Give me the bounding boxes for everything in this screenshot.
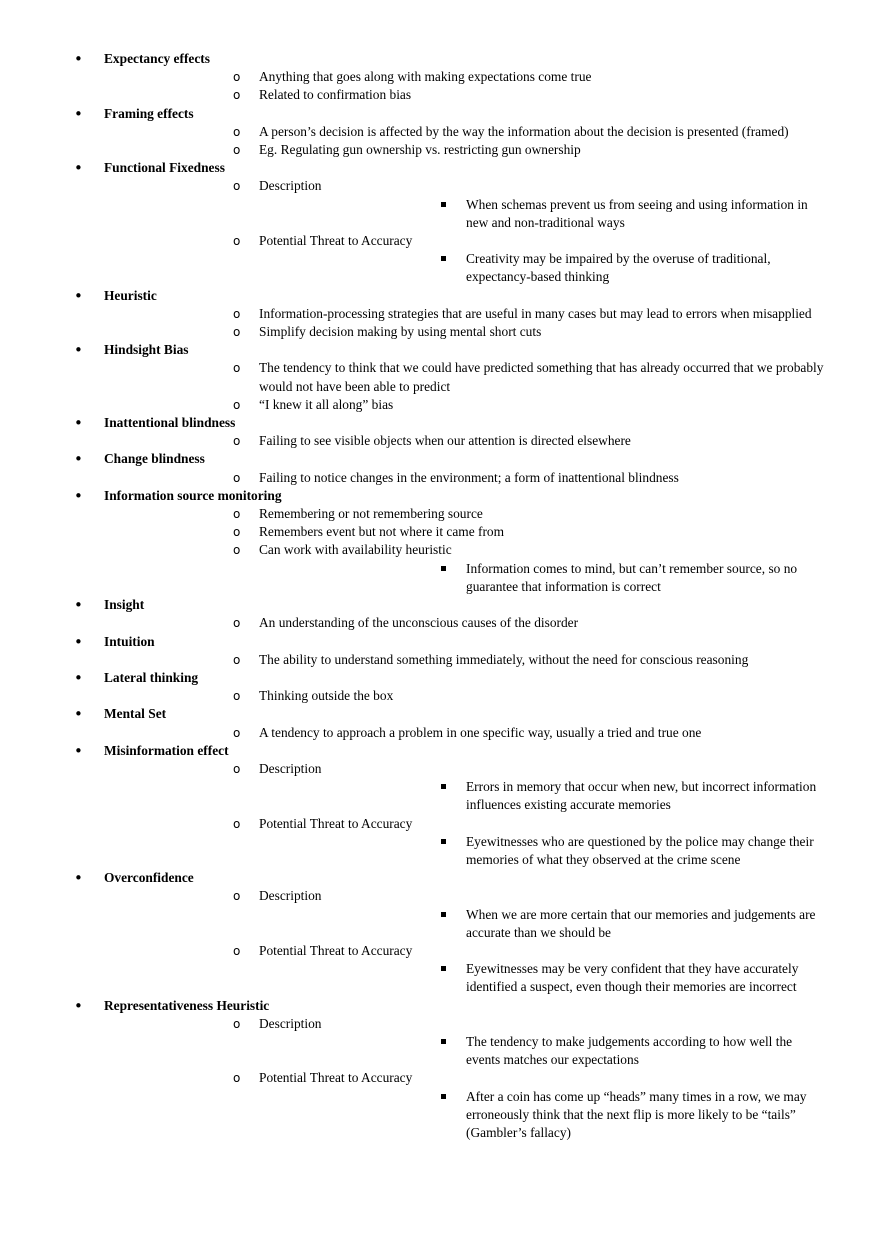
circle-bullet-marker: o [233, 689, 241, 704]
bullet-marker: • [74, 450, 83, 469]
square-bullet-marker [441, 566, 446, 571]
entry-sublist [104, 887, 880, 996]
item-text: A person’s decision is affected by the way the information about the decision is presented (framed) [259, 123, 789, 139]
circle-bullet-marker: o [233, 306, 241, 321]
glossary-entry [0, 997, 880, 1143]
glossary-entry [0, 669, 880, 705]
sub-item-text: Eyewitnesses who are questioned by the police may change their memories of what they observed at the crime scene [466, 833, 814, 867]
circle-bullet-marker: o [233, 652, 241, 667]
circle-bullet-marker: o [233, 124, 241, 139]
entry-sublist [104, 651, 880, 669]
entry-item [104, 432, 880, 450]
sub-item [259, 196, 880, 232]
entry-sublist [104, 123, 880, 159]
entry-sublist [104, 1015, 880, 1142]
sub-item [259, 906, 880, 942]
glossary-entry [0, 487, 880, 596]
entry-term: Framing effects [104, 105, 194, 121]
glossary-entry [0, 414, 880, 450]
item-sublist [259, 1033, 880, 1069]
item-text: Potential Threat to Accuracy [259, 233, 413, 249]
item-text: Potential Threat to Accuracy [259, 942, 413, 958]
bullet-marker: • [74, 596, 83, 615]
entry-sublist [104, 68, 880, 104]
entry-item [104, 305, 880, 323]
item-sublist [259, 1088, 880, 1143]
item-text: Anything that goes along with making expectations come true [259, 69, 592, 85]
glossary-entry [0, 341, 880, 414]
sub-item [259, 833, 880, 869]
circle-bullet-marker: o [233, 616, 241, 631]
item-sublist [259, 960, 880, 996]
sub-item-text: Information comes to mind, but can’t remember source, so no guarantee that information is correct [466, 560, 798, 594]
item-text: Description [259, 760, 322, 776]
circle-bullet-marker: o [233, 543, 241, 558]
glossary-entry [0, 869, 880, 996]
square-bullet-marker [441, 839, 446, 844]
entry-term: Inattentional blindness [104, 415, 236, 431]
bullet-marker: • [74, 104, 83, 123]
entry-item [104, 887, 880, 942]
entry-term: Misinformation effect [104, 742, 229, 758]
entry-term: Expectancy effects [104, 51, 210, 66]
entry-item [104, 68, 880, 86]
item-text: Information-processing strategies that are useful in many cases but may lead to errors when misapplied [259, 305, 812, 321]
glossary-entry [0, 159, 880, 286]
entry-item [104, 177, 880, 232]
circle-bullet-marker: o [233, 889, 241, 904]
circle-bullet-marker: o [233, 361, 241, 376]
item-text: Description [259, 888, 322, 904]
square-bullet-marker [441, 202, 446, 207]
entry-sublist [104, 614, 880, 632]
bullet-marker: • [74, 341, 83, 360]
entry-term: Change blindness [104, 451, 205, 467]
entry-item [104, 86, 880, 104]
entry-item [104, 523, 880, 541]
entry-item [104, 942, 880, 997]
circle-bullet-marker: o [233, 725, 241, 740]
glossary-entry [0, 287, 880, 342]
bullet-marker: • [74, 632, 83, 651]
entry-term: Hindsight Bias [104, 342, 189, 358]
item-text: Related to confirmation bias [259, 87, 412, 103]
entry-term: Mental Set [104, 706, 167, 722]
bullet-marker: • [74, 486, 83, 505]
entry-sublist [104, 469, 880, 487]
glossary-entry [0, 105, 880, 160]
circle-bullet-marker: o [233, 470, 241, 485]
entry-sublist [104, 177, 880, 286]
circle-bullet-marker: o [233, 1016, 241, 1031]
item-text: Thinking outside the box [259, 688, 394, 704]
entry-term: Insight [104, 597, 145, 613]
square-bullet-marker [441, 1039, 446, 1044]
item-text: The ability to understand something immediately, without the need for conscious reasoning [259, 651, 749, 667]
circle-bullet-marker: o [233, 70, 241, 85]
entry-sublist [104, 760, 880, 869]
entry-item [104, 1069, 880, 1142]
glossary-entry [0, 596, 880, 632]
bullet-marker: • [74, 869, 83, 888]
bullet-marker: • [74, 286, 83, 305]
item-text: Failing to see visible objects when our attention is directed elsewhere [259, 433, 631, 449]
item-text: A tendency to approach a problem in one specific way, usually a tried and true one [259, 724, 702, 740]
item-sublist [259, 560, 880, 596]
entry-term: Intuition [104, 633, 155, 649]
glossary-entry [0, 742, 880, 869]
entry-term: Functional Fixedness [104, 160, 225, 176]
item-text: The tendency to think that we could have predicted something that has already occurred that we probably would not have been able to predict [259, 360, 824, 394]
item-sublist [259, 833, 880, 869]
item-text: Potential Threat to Accuracy [259, 815, 413, 831]
entry-sublist [104, 432, 880, 450]
sub-item-text: Eyewitnesses may be very confident that they have accurately identified a suspect, even though their memories are incorrect [466, 961, 799, 995]
bullet-marker: • [74, 741, 83, 760]
item-text: Remembers event but not where it came from [259, 524, 505, 540]
item-text: Eg. Regulating gun ownership vs. restricting gun ownership [259, 142, 581, 158]
entry-item [104, 724, 880, 742]
square-bullet-marker [441, 784, 446, 789]
circle-bullet-marker: o [233, 761, 241, 776]
bullet-marker: • [74, 159, 83, 178]
sub-item [259, 1088, 880, 1143]
entry-item [104, 1015, 880, 1070]
item-sublist [259, 250, 880, 286]
item-text: Description [259, 1015, 322, 1031]
entry-sublist [104, 687, 880, 705]
sub-item-text: When schemas prevent us from seeing and using information in new and non-traditional ways [466, 196, 808, 230]
entry-item [104, 815, 880, 870]
sub-item-text: When we are more certain that our memories and judgements are accurate than we should be [466, 906, 816, 940]
item-sublist [259, 778, 880, 814]
entry-term: Information source monitoring [104, 487, 282, 503]
circle-bullet-marker: o [233, 397, 241, 412]
entry-item [104, 541, 880, 596]
item-text: Can work with availability heuristic [259, 542, 452, 558]
item-text: Failing to notice changes in the environment; a form of inattentional blindness [259, 469, 679, 485]
glossary-entry [0, 705, 880, 741]
sub-item [259, 778, 880, 814]
circle-bullet-marker: o [233, 507, 241, 522]
bullet-marker: • [74, 668, 83, 687]
square-bullet-marker [441, 256, 446, 261]
sub-item [259, 960, 880, 996]
sub-item [259, 1033, 880, 1069]
glossary-entry [0, 633, 880, 669]
entry-item [104, 469, 880, 487]
entry-item [104, 123, 880, 141]
item-text: Potential Threat to Accuracy [259, 1070, 413, 1086]
glossary-entry [0, 450, 880, 486]
entry-item [104, 651, 880, 669]
entry-item [104, 396, 880, 414]
square-bullet-marker [441, 912, 446, 917]
entry-item [104, 141, 880, 159]
entry-sublist [104, 724, 880, 742]
circle-bullet-marker: o [233, 943, 241, 958]
entry-sublist [104, 305, 880, 341]
circle-bullet-marker: o [233, 816, 241, 831]
entry-term: Overconfidence [104, 870, 194, 886]
sub-item-text: Errors in memory that occur when new, but incorrect information influences existing accurate memories [466, 779, 817, 813]
entry-item [104, 760, 880, 815]
entry-term: Heuristic [104, 287, 157, 303]
circle-bullet-marker: o [233, 325, 241, 340]
circle-bullet-marker: o [233, 179, 241, 194]
item-sublist [259, 196, 880, 232]
item-sublist [259, 906, 880, 942]
circle-bullet-marker: o [233, 525, 241, 540]
bullet-marker: • [74, 50, 83, 68]
square-bullet-marker [441, 1094, 446, 1099]
entry-sublist [104, 505, 880, 596]
entry-sublist [104, 359, 880, 414]
sub-item-text: Creativity may be impaired by the overuse of traditional, expectancy-based thinking [466, 251, 771, 285]
entry-item [104, 614, 880, 632]
glossary-entry [0, 50, 880, 105]
sub-item-text: After a coin has come up “heads” many times in a row, we may erroneously think that the next flip is more likely to be “tails” (Gambler’s fallacy) [466, 1088, 807, 1140]
item-text: Remembering or not remembering source [259, 506, 483, 522]
circle-bullet-marker: o [233, 143, 241, 158]
entry-item [104, 505, 880, 523]
item-text: “I knew it all along” bias [259, 396, 394, 412]
bullet-marker: • [74, 414, 83, 433]
circle-bullet-marker: o [233, 434, 241, 449]
bullet-marker: • [74, 705, 83, 724]
sub-item-text: The tendency to make judgements according to how well the events matches our expectations [466, 1033, 793, 1068]
item-text: An understanding of the unconscious causes of the disorder [259, 615, 579, 631]
item-text: Simplify decision making by using mental short cuts [259, 324, 542, 340]
circle-bullet-marker: o [233, 88, 241, 103]
entry-item [104, 232, 880, 287]
entry-item [104, 687, 880, 705]
item-text: Description [259, 178, 322, 194]
entry-term: Representativeness Heuristic [104, 997, 270, 1013]
square-bullet-marker [441, 966, 446, 971]
entry-item [104, 359, 880, 395]
glossary-list [0, 50, 880, 1142]
bullet-marker: • [74, 996, 83, 1015]
circle-bullet-marker: o [233, 1071, 241, 1086]
entry-term: Lateral thinking [104, 669, 199, 685]
sub-item [259, 250, 880, 286]
sub-item [259, 560, 880, 596]
entry-item [104, 323, 880, 341]
circle-bullet-marker: o [233, 234, 241, 249]
